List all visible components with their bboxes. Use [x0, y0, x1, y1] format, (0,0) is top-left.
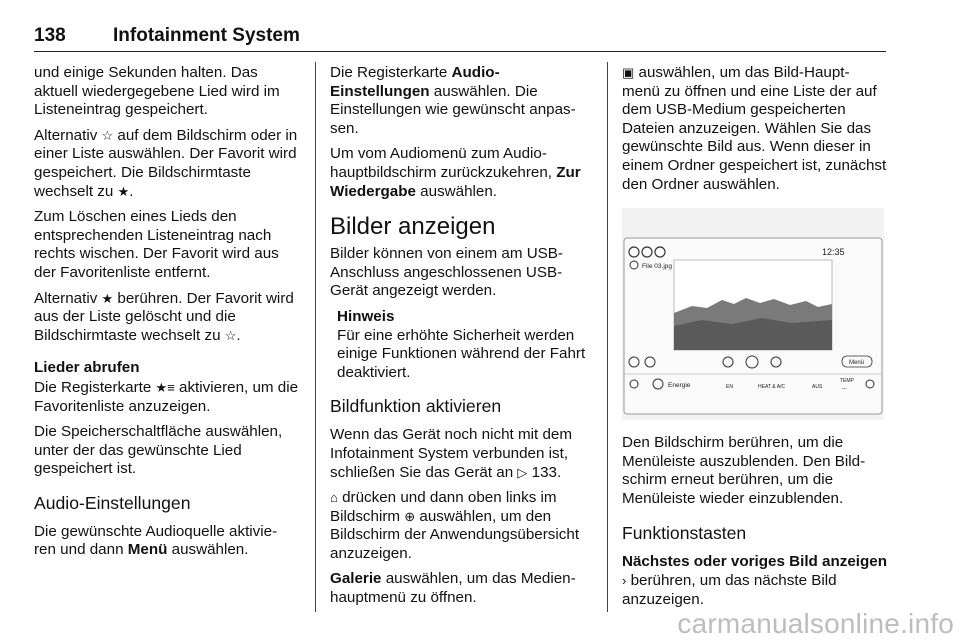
text: Alternativ	[34, 289, 102, 307]
paragraph: und einige Sekunden halten. Das aktuell wiedergegebene Lied wird im Listeneintrag gespeichert.	[34, 64, 280, 119]
paragraph	[330, 489, 594, 563]
favourite-full-icon: ★	[117, 183, 130, 199]
note-box	[337, 308, 594, 382]
paragraph	[330, 426, 594, 482]
paragraph: Bilder können von einem am USB-Anschluss angeschlossenen USB-Gerät angezeigt werden.	[330, 245, 563, 300]
watermark: carmanualsonline.info	[677, 608, 954, 639]
text: Um vom Audiomenü zum Audio- hauptbildschirm zurückzukehren,	[330, 145, 557, 181]
chapter-heading: Bilder anzeigen	[330, 213, 496, 241]
paragraph: Die Speicherschaltfläche auswählen, unter der das gewünschte Lied gespeichert ist.	[34, 423, 283, 478]
paragraph	[330, 570, 594, 607]
subheading: Nächstes oder voriges Bild anzeigen	[622, 552, 888, 570]
favourites-list-icon: ★≡	[155, 379, 175, 395]
text: Die Registerkarte	[34, 378, 156, 396]
text: berühren, um das nächste Bild anzuzeigen.	[622, 572, 837, 608]
en-label: EN	[726, 384, 733, 391]
text: auswählen, um das Medien- hauptmenü zu öffnen.	[330, 570, 576, 607]
gallery-icon: ▣	[622, 65, 635, 80]
heat-label: HEAT & A/C	[758, 384, 786, 391]
text: drücken und dann oben links im Bildschirm	[330, 489, 557, 525]
paragraph	[34, 127, 302, 201]
bold-text: Zur Wiedergabe	[330, 163, 581, 200]
text: .	[129, 182, 134, 200]
page-number: 138	[34, 25, 66, 46]
note-title: Hinweis	[337, 307, 395, 325]
text: .	[236, 326, 241, 344]
energy-label: Energie	[668, 382, 691, 390]
column-1	[34, 64, 302, 567]
text: auswählen. Die Einstellungen wie gewünscht anpas- sen.	[330, 82, 576, 137]
text: auswählen, um den Bildschirm der Anwendungsübersicht anzuzeigen.	[330, 507, 580, 562]
note-text: Für eine erhöhte Sicherheit werden einige Funktionen während der Fahrt deaktiviert.	[337, 326, 586, 381]
paragraph: Zum Löschen eines Lieds den entsprechenden Listeneintrag nach rechts wischen. Der Favorit wird aus der Favoritenliste entfernt.	[34, 208, 279, 281]
text: auf dem Bildschirm oder in einer Liste auswählen. Der Favorit wird gespeichert. Die Bildschirmtaste wechselt zu	[34, 126, 298, 200]
column-divider	[315, 62, 316, 612]
paragraph	[622, 572, 888, 609]
favourite-full-icon: ★	[101, 290, 114, 306]
paragraph	[34, 379, 302, 416]
temp-label: TEMP	[840, 378, 854, 385]
page-title: Infotainment System	[113, 25, 300, 46]
bold-text: Audio-Einstellungen	[330, 64, 500, 100]
paragraph	[330, 64, 594, 138]
text: aktivieren, um die Favoritenliste anzuzeigen.	[34, 378, 299, 415]
section-heading: Bildfunktion aktivieren	[330, 396, 502, 417]
paragraph	[622, 64, 888, 194]
text: berühren. Der Favorit wird aus der Liste gelöscht und die Bildschirmtaste wechselt zu	[34, 289, 294, 344]
column-3	[622, 64, 888, 616]
column-2	[330, 64, 594, 615]
infotainment-screen-illustration	[622, 208, 884, 420]
aus-label: AUS	[812, 384, 823, 391]
paragraph	[34, 523, 302, 560]
temp-value: ---	[842, 386, 847, 393]
text: auswählen.	[167, 541, 249, 559]
paragraph: Den Bildschirm berühren, um die Menüleiste auszublenden. Den Bild- schirm erneut berühren, um die Menüleiste wieder einzublenden.	[622, 434, 866, 507]
text: Wenn das Gerät noch nicht mit dem Infotainment System verbunden ist, schließen Sie das Gerät an	[330, 426, 572, 481]
text: Alternativ	[34, 126, 102, 144]
text: auswählen.	[415, 182, 498, 200]
bold-text: Galerie	[330, 570, 382, 588]
text: auswählen, um das Bild-Haupt- menü zu öffnen und eine Liste der auf dem USB-Medium gespeicherten Dateien anzuzeigen. Wählen Sie das gewünschte Bild aus. Wenn dieser in einem Ordner gespeichert ist, zunächst den Ordner auswählen.	[622, 64, 887, 193]
reference-arrow-icon: ▷	[517, 464, 528, 480]
link-text[interactable]: 133.	[531, 463, 562, 481]
favourite-empty-icon: ☆	[101, 127, 114, 143]
menu-button-label: Menü	[849, 360, 865, 367]
column-divider	[607, 62, 608, 612]
next-arrow-icon: ›	[622, 573, 627, 589]
file-name: File 03.jpg	[642, 263, 672, 271]
home-icon: ⌂	[330, 490, 338, 506]
bold-text: Menü	[127, 541, 168, 559]
section-heading: Audio-Einstellungen	[34, 492, 191, 513]
screenshot-figure	[622, 208, 884, 420]
favourite-empty-icon: ☆	[224, 327, 237, 343]
mountain-image	[674, 318, 832, 350]
apps-icon: ⊕	[404, 508, 416, 524]
paragraph	[34, 290, 302, 346]
section-heading: Funktionstasten	[622, 522, 747, 543]
paragraph	[330, 145, 594, 201]
subheading: Lieder abrufen	[34, 359, 140, 377]
page-header	[34, 22, 886, 52]
text: Die gewünschte Audioquelle aktivie- ren und dann	[34, 522, 278, 559]
text: Die Registerkarte	[330, 64, 452, 81]
clock: 12:35	[822, 247, 845, 258]
